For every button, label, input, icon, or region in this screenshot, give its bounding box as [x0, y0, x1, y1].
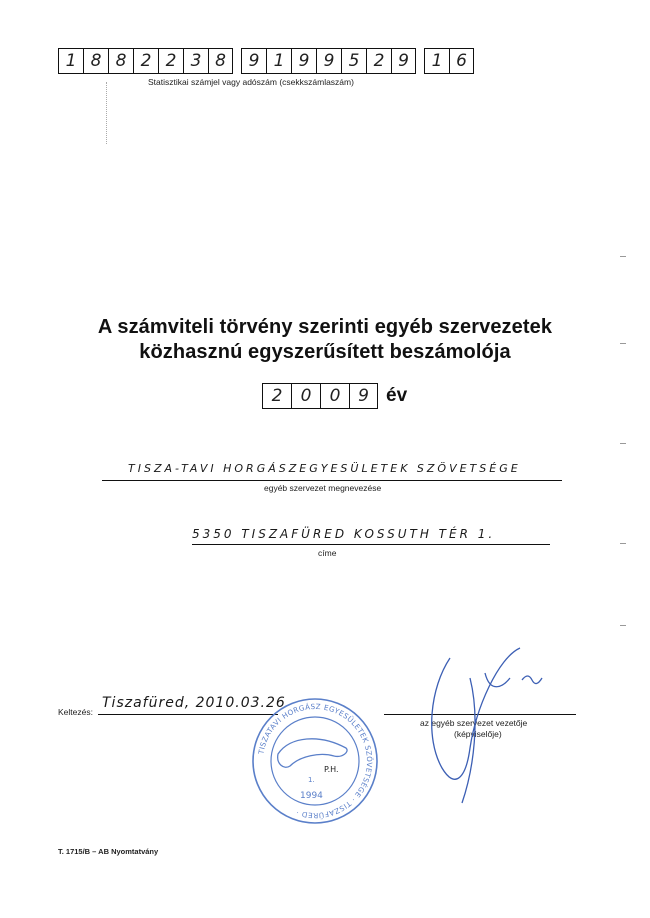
stamp-outer-text-path: TISZATAVI HORGÁSZ EGYESÜLETEK SZÖVETSÉGE · TISZAFÜRED · [256, 701, 375, 821]
signature-mark [410, 618, 560, 808]
address-underline [192, 544, 550, 545]
digit-box: 2 [133, 48, 158, 74]
digit-box: 8 [208, 48, 233, 74]
digit-box: 9 [349, 383, 378, 409]
digit-box: 8 [83, 48, 108, 74]
year-field [262, 383, 407, 409]
tax-id-boxes [58, 48, 474, 76]
digit-box: 3 [183, 48, 208, 74]
organization-underline [102, 480, 562, 481]
digit-box: 2 [262, 383, 291, 409]
organization-name: TISZA-TAVI HORGÁSZEGYESÜLETEK SZÖVETSÉGE [128, 462, 521, 475]
stamp-ph: P.H. [324, 765, 339, 774]
tax-id-caption: Statisztikai számjel vagy adószám (csekkszámlaszám) [148, 77, 354, 87]
tax-id-group-3 [424, 48, 474, 76]
digit-box: 1 [266, 48, 291, 74]
date-value: Tiszafüred, 2010.03.26 [102, 695, 286, 711]
signature-caption-2: (képviselője) [454, 729, 502, 739]
digit-box: 8 [108, 48, 133, 74]
margin-mark [620, 256, 626, 257]
page-title-line-1: A számviteli törvény szerinti egyéb szervezetek [97, 316, 553, 338]
organization-stamp [250, 696, 380, 826]
tax-id-group-2 [241, 48, 416, 76]
margin-mark [620, 543, 626, 544]
digit-box: 1 [58, 48, 83, 74]
digit-box: 5 [341, 48, 366, 74]
digit-box: 9 [391, 48, 416, 74]
form-code: T. 1715/B – AB Nyomtatvány [58, 847, 159, 856]
digit-box: 6 [449, 48, 474, 74]
year-boxes [262, 383, 378, 409]
digit-box: 9 [316, 48, 341, 74]
stamp-outer-text [256, 702, 374, 820]
digit-box: 0 [320, 383, 349, 409]
digit-box: 9 [241, 48, 266, 74]
digit-box: 1 [424, 48, 449, 74]
tax-id-group-1 [58, 48, 233, 76]
organization-address: 5350 TISZAFÜRED KOSSUTH TÉR 1. [192, 527, 496, 541]
page-title-line-2: közhasznú egyszerűsített beszámolója [139, 341, 511, 363]
organization-caption: egyéb szervezet megnevezése [264, 483, 382, 493]
digit-box: 9 [291, 48, 316, 74]
address-caption: címe [318, 548, 337, 558]
digit-box: 2 [366, 48, 391, 74]
stamp-number: 1. [308, 776, 315, 784]
margin-mark [620, 443, 626, 444]
digit-box: 0 [291, 383, 320, 409]
stamp-year: 1994 [300, 791, 323, 801]
margin-mark [620, 625, 626, 626]
year-suffix: év [386, 385, 408, 406]
digit-box: 2 [158, 48, 183, 74]
binding-dots [106, 82, 108, 144]
signature-caption: az egyéb szervezet vezetője [420, 718, 528, 728]
date-label: Keltezés: [58, 707, 93, 717]
stamp-fish-icon [278, 739, 347, 767]
signature-ink [432, 648, 542, 803]
